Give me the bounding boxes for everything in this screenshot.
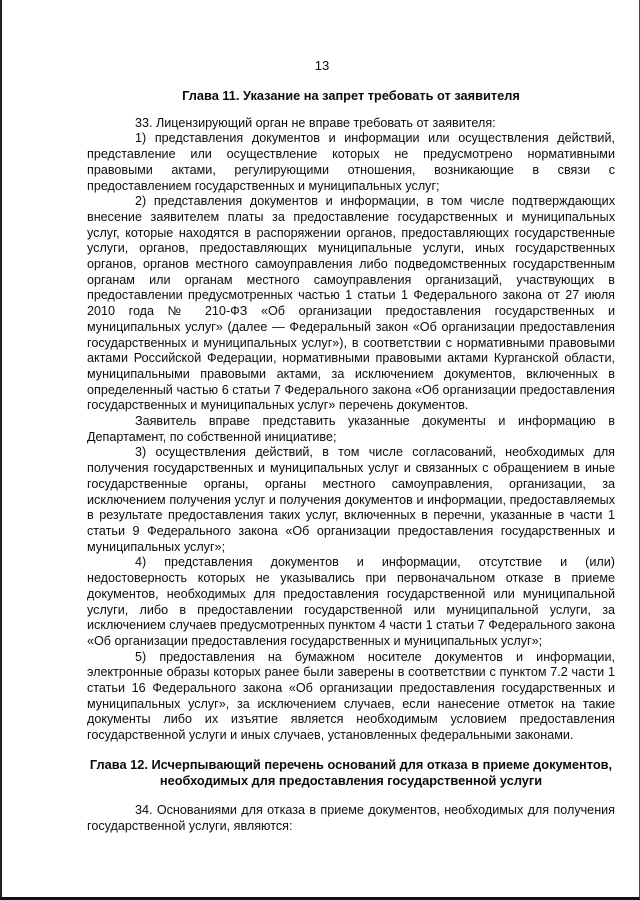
paragraph-item-3: 3) осуществления действий, в том числе согласований, необходимых для получения государственных и муниципальных услуг и связанных с обращением в иные государственные органы, органы местного самоуправления, организации, за исключением получения услуг и получения документов и информации, предоставляемых в результате предоставления таких услуг, включенных в перечни, указанные в части 1 статьи 9 Федерального закона «Об организации предоставления государственных и муниципальных услуг»; [87,445,615,554]
paragraph-item-2: 2) представления документов и информации, в том числе подтверждающих внесение заявителем платы за предоставление государственных и муниципальных услуг, которые находятся в распоряжении органов, предоставляющих государственные услуги, органов, предоставляющих муниципальные услуги, иных государственных органов, органов местного самоуправления либо подведомственных государственным органам или органам местного самоуправления организаций, участвующих в предоставлении предусмотренных частью 1 статьи 1 Федерального закона от 27 июля 2010 года № 210-ФЗ «Об организации предоставления государственных и муниципальных услуг» (далее — Федеральный закон «Об организации предоставления государственных и муниципальных услуг»), в соответствии с нормативными правовыми актами Российской Федерации, нормативными правовыми актами Курганской области, муниципальными правовыми актами, за исключением документов, включенных в определенный частью 6 статьи 7 Федерального закона «Об организации предоставления государственных и муниципальных услуг» перечень документов. [87,194,615,413]
chapter-12-title: Глава 12. Исчерпывающий перечень оснований для отказа в приеме документов, необходимых для предоставления государственной услуги [89,756,613,788]
paragraph-item-4: 4) представления документов и информации, отсутствие и (или) недостоверность которых не указывались при первоначальном отказе в приеме документов, необходимых для предоставления государственной или муниципальной услуги, либо в предоставлении государственной или муниципальной услуги, за исключением случаев предусмотренных пунктом 4 части 1 статьи 7 Федерального закона «Об организации предоставления государственных и муниципальных услуг»; [87,555,615,648]
paragraph-33-intro: 33. Лицензирующий орган не вправе требовать от заявителя: [135,115,496,130]
paragraph-item-5: 5) предоставления на бумажном носителе документов и информации, электронные образы которых ранее были заверены в соответствии с пунктом 7.2 части 1 статьи 16 Федерального закона «Об организации предоставления государственных и муниципальных услуг», за исключением случаев, если нанесение отметок на такие документы либо их изъятие является необходимым условием предоставления государственной услуги и иных случаев, установленных федеральными законами. [87,649,615,743]
paragraph-34: 34. Основаниями для отказа в приеме документов, необходимых для получения государственной услуги, являются: [87,802,615,833]
paragraph-applicant-right: Заявитель вправе представить указанные документы и информацию в Департамент, по собственной инициативе; [87,414,615,444]
page-number: 13 [314,58,330,73]
document-body [87,88,615,834]
paragraph-item-1: 1) представления документов и информации или осуществления действий, представление или осуществление которых не предусмотрено нормативными правовыми актами, регулирующими отношения, возникающие в связи с предоставлением государственных и муниципальных услуг; [87,131,615,193]
chapter-11-title: Глава 11. Указание на запрет требовать от заявителя [182,88,520,103]
